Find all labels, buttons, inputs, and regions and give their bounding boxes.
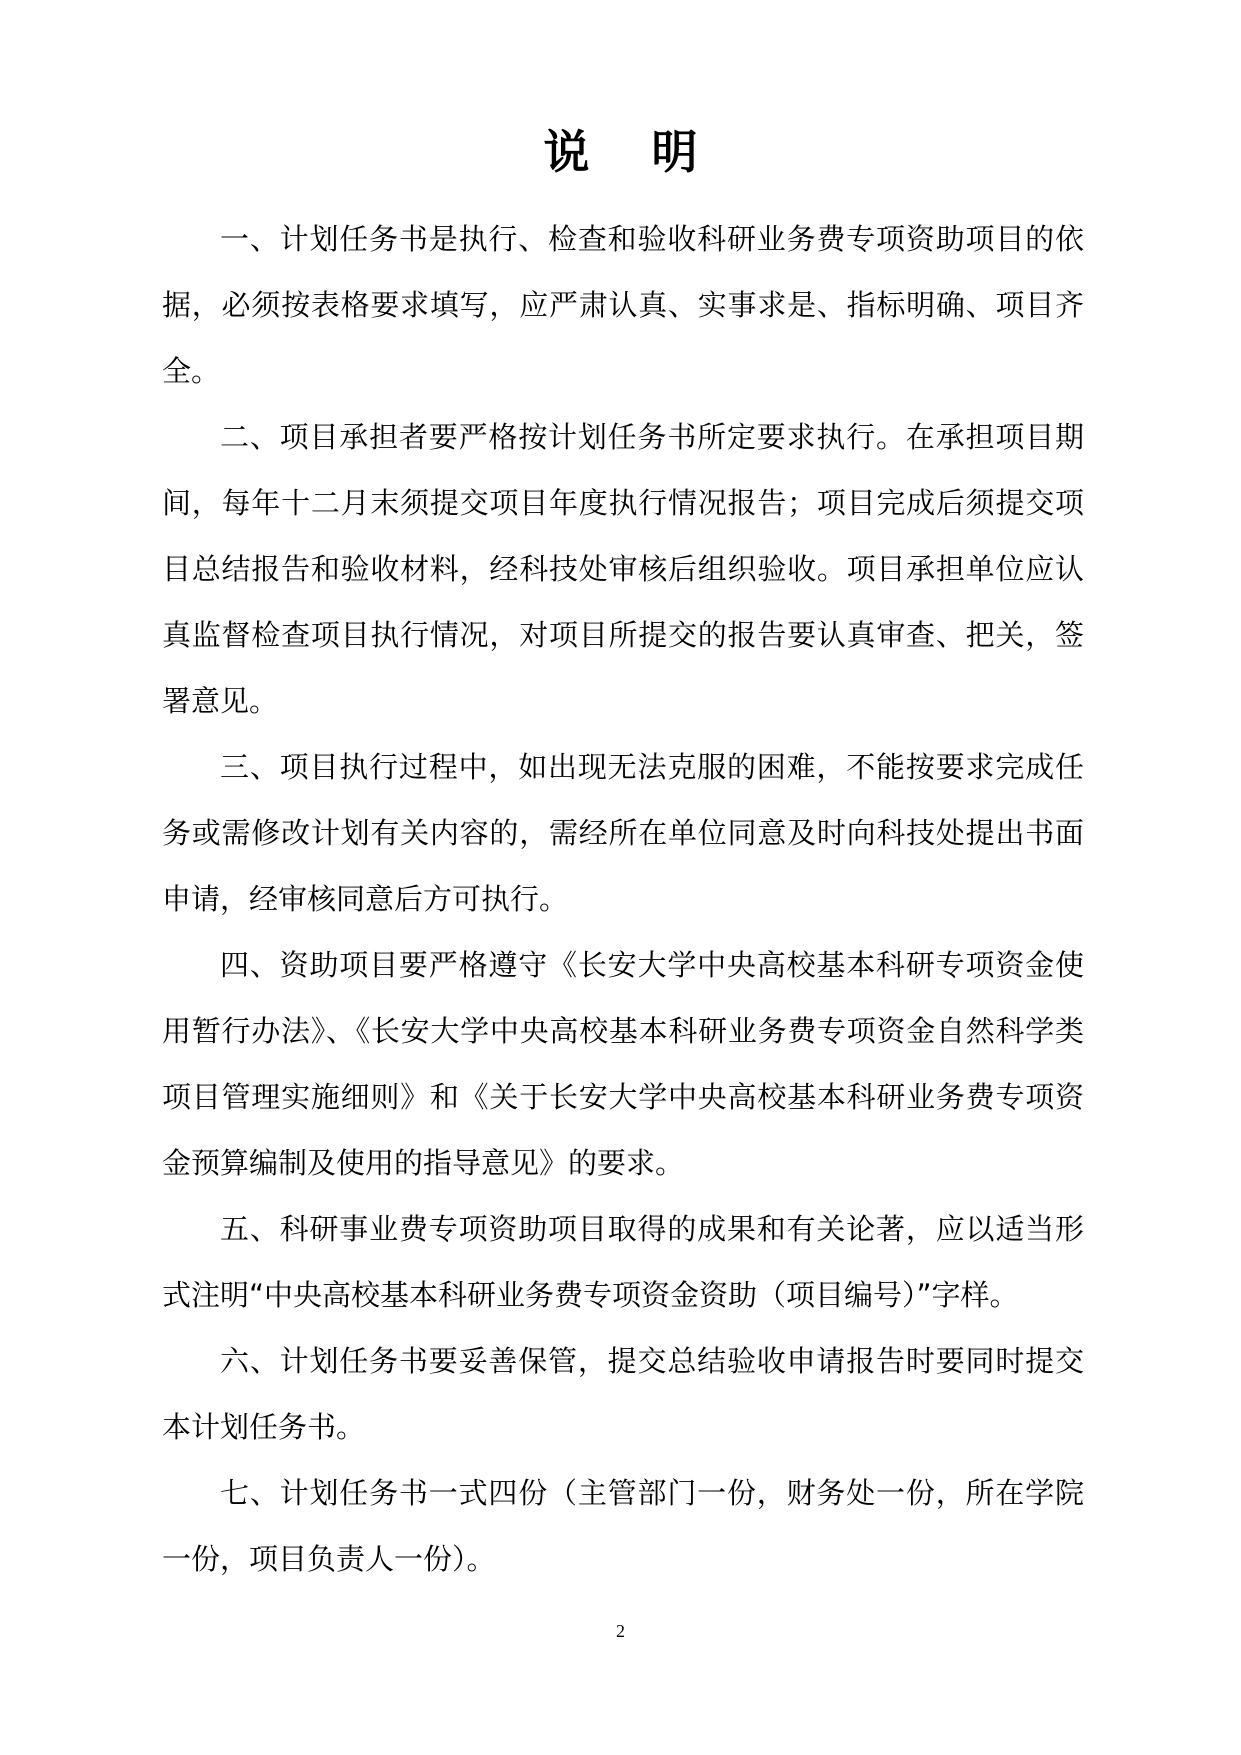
instruction-item-7: 七、计划任务书一式四份（主管部门一份，财务处一份，所在学院一份，项目负责人一份）。 bbox=[162, 1476, 1084, 1576]
instruction-item-1: 一、计划任务书是执行、检查和验收科研业务费专项资助项目的依据，必须按表格要求填写，应严肃认真、实事求是、指标明确、项目齐全。 bbox=[162, 222, 1084, 388]
instruction-item-6: 六、计划任务书要妥善保管，提交总结验收申请报告时要同时提交本计划任务书。 bbox=[162, 1344, 1084, 1444]
page-number: 2 bbox=[616, 1621, 625, 1641]
instruction-item-2: 二、项目承担者要严格按计划任务书所定要求执行。在承担项目期间，每年十二月末须提交项目年度执行情况报告；项目完成后须提交项目总结报告和验收材料，经科技处审核后组织验收。项目承担单位应认真监督检查项目执行情况，对项目所提交的报告要认真审查、把关，签署意见。 bbox=[162, 420, 1084, 718]
instructions-body bbox=[162, 206, 1084, 1592]
instruction-item-5: 五、科研事业费专项资助项目取得的成果和有关论著，应以适当形式注明“中央高校基本科研业务费专项资金资助（项目编号）”字样。 bbox=[162, 1212, 1084, 1312]
instruction-item-4: 四、资助项目要严格遵守《长安大学中央高校基本科研专项资金使用暂行办法》、《长安大学中央高校基本科研业务费专项资金自然科学类项目管理实施细则》和《关于长安大学中央高校基本科研业务费专项资金预算编制及使用的指导意见》的要求。 bbox=[162, 948, 1084, 1180]
page-title: 说明 bbox=[543, 125, 760, 179]
instruction-item-3: 三、项目执行过程中，如出现无法克服的困难，不能按要求完成任务或需修改计划有关内容的，需经所在单位同意及时向科技处提出书面申请，经审核同意后方可执行。 bbox=[162, 750, 1084, 916]
